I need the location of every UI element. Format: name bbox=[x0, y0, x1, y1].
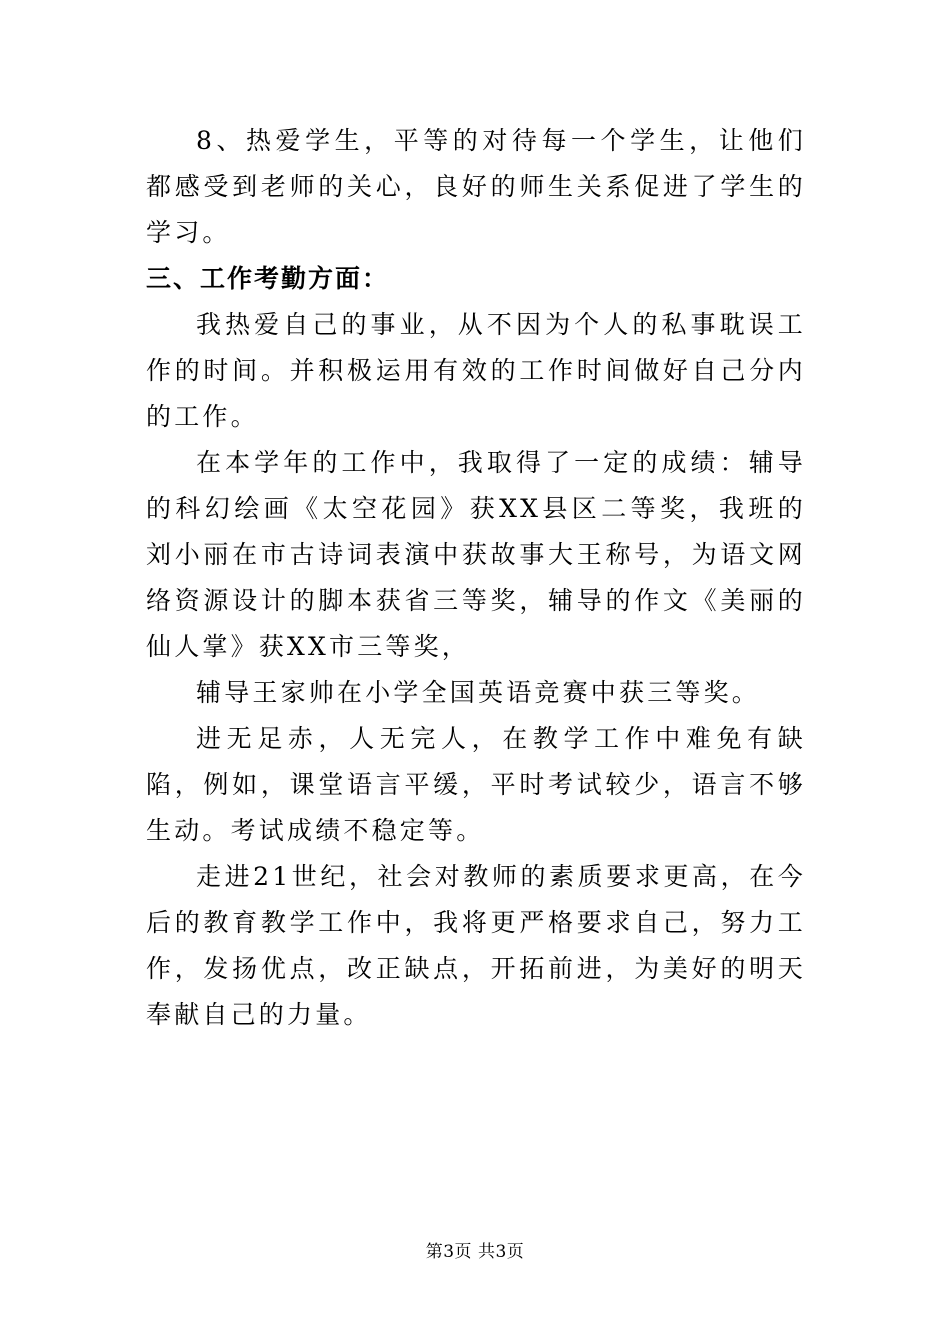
paragraph-item-8: 8、热爱学生，平等的对待每一个学生，让他们都感受到老师的关心，良好的师生关系促进了学生的学习。 bbox=[146, 126, 806, 247]
section-heading-attendance: 三、工作考勤方面： bbox=[146, 264, 390, 293]
page-number-footer: 第3页 共3页 bbox=[425, 1242, 525, 1262]
document-body bbox=[146, 118, 806, 1038]
paragraph-shortcomings: 进无足赤，人无完人，在教学工作中难免有缺陷，例如，课堂语言平缓，平时考试较少，语言不够生动。考试成绩不稳定等。 bbox=[146, 724, 806, 845]
paragraph-achievements: 在本学年的工作中，我取得了一定的成绩：辅导的科幻绘画《太空花园》获XX县区二等奖，我班的刘小丽在市古诗词表演中获故事大王称号，为语文网络资源设计的脚本获省三等奖，辅导的作文《美丽的仙人掌》获XX市三等奖， bbox=[146, 448, 806, 661]
paragraph-attendance: 我热爱自己的事业，从不因为个人的私事耽误工作的时间。并积极运用有效的工作时间做好自己分内的工作。 bbox=[146, 310, 806, 431]
paragraph-english-award: 辅导王家帅在小学全国英语竞赛中获三等奖。 bbox=[196, 678, 761, 707]
paragraph-outlook: 走进21世纪，社会对教师的素质要求更高，在今后的教育教学工作中，我将更严格要求自己，努力工作，发扬优点，改正缺点，开拓前进，为美好的明天奉献自己的力量。 bbox=[146, 862, 806, 1029]
